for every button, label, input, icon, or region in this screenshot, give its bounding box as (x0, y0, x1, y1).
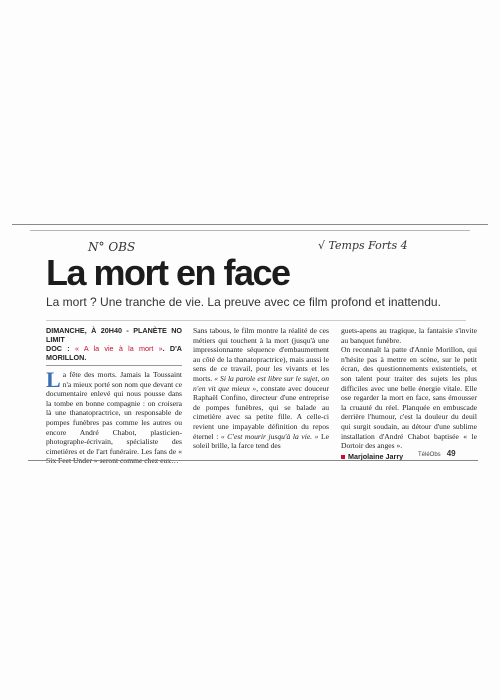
page-footer (418, 449, 456, 458)
clipping-inner-edge (30, 230, 470, 231)
broadcast-info: DIMANCHE, À 20H40 - PLANÈTE NO LIMIT (46, 326, 182, 344)
article-column-1 (46, 326, 182, 466)
broadcast-doc-info (46, 344, 182, 362)
subtitle-divider (46, 320, 466, 321)
publication-name: TéléObs (418, 452, 441, 458)
article-column-2 (193, 326, 329, 451)
handwritten-note-left: N° OBS (88, 240, 136, 254)
drop-cap: L (46, 367, 61, 392)
paragraph-2 (193, 326, 329, 451)
clipping-bottom-edge (28, 460, 478, 461)
handwritten-note-right: √ Temps Forts 4 (318, 239, 408, 252)
byline-square-icon (341, 455, 345, 459)
paragraph-2-text-c: Le soleil brille, la farce tend des (193, 431, 329, 451)
paragraph-3b: On reconnaît la patte d'Annie Morillon, qui n'hésite pas à mettre en scène, sur le petit écran, des questionnements existentiels, et son talent pour traiter des sujets les plus difficiles avec une belle énergie vitale. Elle ose regarder la mort en face, sans émousser la cruauté du réel. Planquée en embuscade derrière l'humour, c'est la douleur du deuil qui surgit soudain, au détour d'une sublime installation d'André Chabot baptisée « le Dortoir des anges ». (341, 345, 477, 451)
clipping-top-edge (12, 224, 488, 225)
info-divider (46, 365, 182, 366)
quote-2: « C'est mourir jusqu'à la vie. » (220, 431, 319, 441)
paragraph-2-text-b: , constate avec douceur Raphaël Confino, directeur d'une entreprise de pompes funèbres, qui se balade au cimetière avec sa petite fille. A celle-ci revient une impayable définition du repos éternel : (193, 383, 329, 441)
paragraph-3a: guets-apens au tragique, la fantaisie s'invite au banquet funèbre. (341, 326, 477, 345)
author-name: Marjolaine Jarry (348, 451, 404, 461)
quote-1: « Si la parole est libre sur le sujet, on n'en vit que mieux » (193, 373, 329, 393)
film-title: « A la vie à la mort » (74, 344, 163, 353)
article-title: La mort en face (46, 252, 290, 293)
director-credit: . D'A MORILLON. (46, 344, 182, 362)
article-column-3 (341, 326, 477, 461)
paragraph-1 (46, 367, 182, 466)
doc-label: DOC : (46, 344, 70, 353)
article-subtitle: La mort ? Une tranche de vie. La preuve avec ce film profond et inattendu. (46, 295, 441, 309)
paragraph-2-text-a: Sans tabous, le film montre la réalité de ces métiers qui touchent à la mort (jusqu'à une impressionnante séquence d'embaumement au côté de la thanatopractrice), mais aussi le sens de ce travail, pour les vivants et les morts. (193, 326, 329, 383)
paragraph-1-text: a fête des morts. Jamais la Toussaint n'a mieux porté son nom que devant ce documentaire enlevé qui nous pousse dans la tombe en bonne compagnie : on croisera là une thanatopractrice, un responsable de pompes funèbres pas comme les autres ou encore André Chabot, plasticien-photographe-écrivain, spécialiste des cimetières et de l'art funéraire. Les fans de « Six Feet Under » seront comme chez eux… (46, 370, 182, 466)
page-number: 49 (446, 449, 456, 458)
